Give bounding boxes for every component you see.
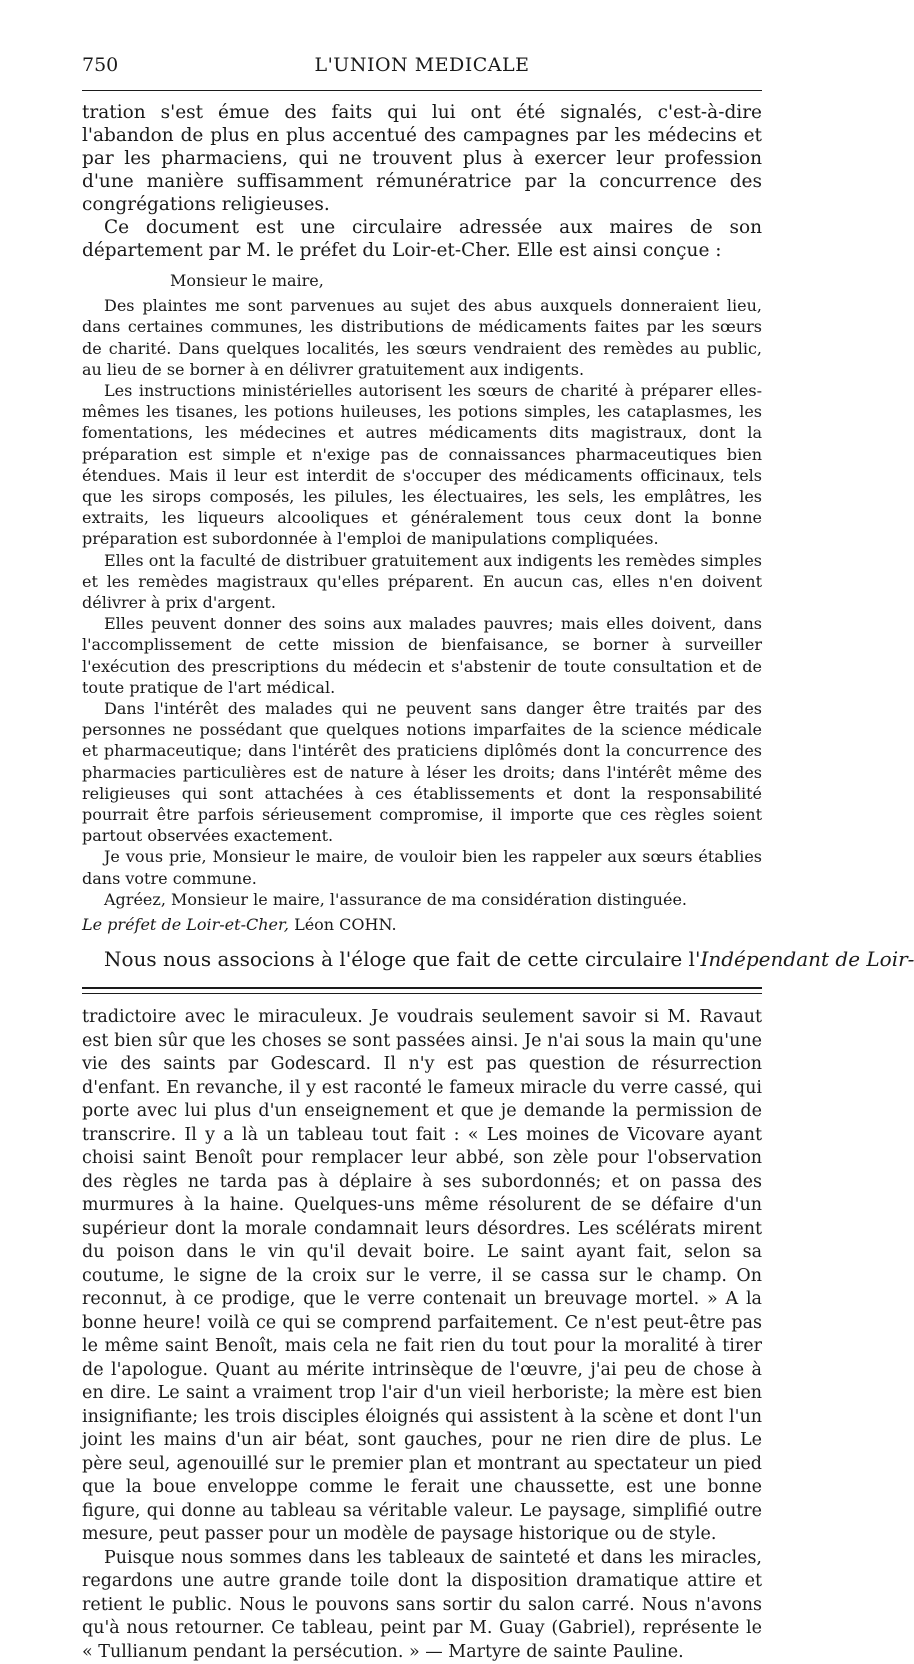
circular-paragraph: Je vous prie, Monsieur le maire, de vouloir bien les rappeler aux sœurs établies dans votre commune. bbox=[82, 847, 762, 888]
circular-signature bbox=[82, 914, 762, 935]
circular-salutation: Monsieur le maire, bbox=[170, 271, 324, 290]
signature-name: Léon COHN. bbox=[294, 915, 397, 935]
intro-paragraph-1: tration s'est émue des faits qui lui ont été signalés, c'est-à-dire l'abandon de plus en plus accentué des campagnes par les médecins et par les pharmaciens, qui ne trouvent plus à exercer leur profession d'une manière suffisamment rémunératrice par la concurrence des congrégations religieuses. bbox=[82, 102, 762, 215]
continuation-paragraph-1: tradictoire avec le miraculeux. Je voudrais seulement savoir si M. Ravaut est bien sûr que les choses se sont passées ainsi. Je n'ai sous la main qu'une vie des saints par Godescard. Il n'y est pas question de résurrection d'enfant. En revanche, il y est raconté le fameux miracle du verre cassé, qui porte avec lui plus d'un enseignement et que je demande la permission de transcrire. Il y a là un tableau tout fait : « Les moines de Vicovare ayant choisi saint Benoît pour remplacer leur abbé, son zèle pour l'observation des règles ne tarda pas à déplaire à ses subordonnés; et on passa des murmures à la haine. Quelques-uns même résolurent de se défaire d'un supérieur dont la morale condamnait leurs désordres. Les scélérats mirent du poison dans le vin qu'il devait boire. Le saint ayant fait, selon sa coutume, le signe de la croix sur le verre, il se cassa sur le champ. On reconnut, à ce prodige, que le verre contenait un breuvage mortel. » A la bonne heure! voilà ce qui se comprend parfaitement. Ce n'est peut-être pas le même saint Benoît, mais cela ne fait rien du tout pour la moralité à tirer de l'apologue. Quant au mérite intrinsèque de l'œuvre, j'ai peu de chose à en dire. Le saint a vraiment trop l'air d'un vieil herboriste; la mère est bien insignifiante; les trois disciples éloignés qui assistent à la scène et dont l'un joint les mains d'un air béat, sont gauches, pour ne rien dire de plus. Le père seul, agenouillé sur le premier plan et montrant au spectateur un pied que la boue enveloppe comme le ferait une chaussette, est une bonne figure, qui donne au tableau sa véritable valeur. Le paysage, simplifié outre mesure, peut passer pour un modèle de paysage historique ou de style. bbox=[82, 1007, 762, 1545]
circular-paragraph: Elles peuvent donner des soins aux malades pauvres; mais elles doivent, dans l'accomplissement de cette mission de bienfaisance, se borner à surveiller l'exécution des prescriptions du médecin et s'abstenir de toute consultation et de toute pratique de l'art médical. bbox=[82, 614, 762, 697]
continuation-paragraph-2: Puisque nous sommes dans les tableaux de sainteté et dans les miracles, regardons une autre grande toile dont la disposition dramatique attire et retient le public. Nous le pouvons sans sortir du salon carré. Nous n'avons qu'à nous retourner. Ce tableau, peint par M. Guay (Gabriel), représente le « Tullianum pendant la persécution. » — Martyre de sainte Pauline. bbox=[82, 1547, 762, 1662]
circular-paragraph: Des plaintes me sont parvenues au sujet des abus auxquels donneraient lieu, dans certaines communes, les distributions de médicaments faites par les sœurs de charité. Dans quelques localités, les sœurs vendraient des remèdes au public, au lieu de se borner à en délivrer gratuitement aux indigents. bbox=[82, 296, 762, 379]
page-number: 750 bbox=[82, 54, 119, 76]
section-rule bbox=[82, 987, 762, 994]
page-header bbox=[82, 46, 762, 76]
circular-paragraph: Agréez, Monsieur le maire, l'assurance de ma considération distinguée. bbox=[104, 889, 687, 909]
circular-paragraph: Les instructions ministérielles autorisent les sœurs de charité à préparer elles-mêmes les tisanes, les potions huileuses, les potions simples, les cataplasmes, les fomentations, les médecines et autres médicaments dits magistraux, dont la préparation est simple et n'exige pas de connaissances pharmaceutiques bien étendues. Mais il leur est interdit de s'occuper des médicaments officinaux, tels que les sirops composés, les pilules, les électuaires, les sels, les emplâtres, les extraits, les liqueurs alcooliques et généralement tous ceux dont la bonne préparation est subordonnée à l'emploi de manipulations compliquées. bbox=[82, 381, 762, 549]
closing-text: Nous nous associons à l'éloge que fait de cette circulaire l' bbox=[104, 947, 701, 972]
running-title: L'UNION MEDICALE bbox=[314, 54, 530, 76]
circular-paragraph: Dans l'intérêt des malades qui ne peuvent sans danger être traités par des personnes ne possédant que quelques notions imparfaites de la science médicale et pharmaceutique; dans l'intérêt des praticiens diplômés dont la concurrence des pharmacies particulières est de nature à léser les droits; dans l'intérêt même des religieuses qui sont attachées à ces établissements et dont la responsabilité pourrait être parfois sérieusement compromise, il importe que ces règles soient partout observées exactement. bbox=[82, 699, 762, 846]
signature-title: Le préfet de Loir-et-Cher, bbox=[82, 915, 289, 935]
closing-line bbox=[82, 945, 914, 973]
closing-italic: Indépendant de Loir- bbox=[700, 947, 914, 972]
circular-paragraph: Elles ont la faculté de distribuer gratuitement aux indigents les remèdes simples et les remèdes magistraux qu'elles préparent. En aucun cas, elles n'en doivent délivrer à prix d'argent. bbox=[82, 550, 762, 613]
intro-text bbox=[82, 101, 762, 262]
circular-letter bbox=[82, 270, 762, 935]
continuation-text bbox=[82, 1006, 762, 1664]
header-rule bbox=[82, 90, 762, 91]
intro-paragraph-2: Ce document est une circulaire adressée aux maires de son département par M. le préfet du Loir-et-Cher. Elle est ainsi conçue : bbox=[82, 217, 762, 261]
